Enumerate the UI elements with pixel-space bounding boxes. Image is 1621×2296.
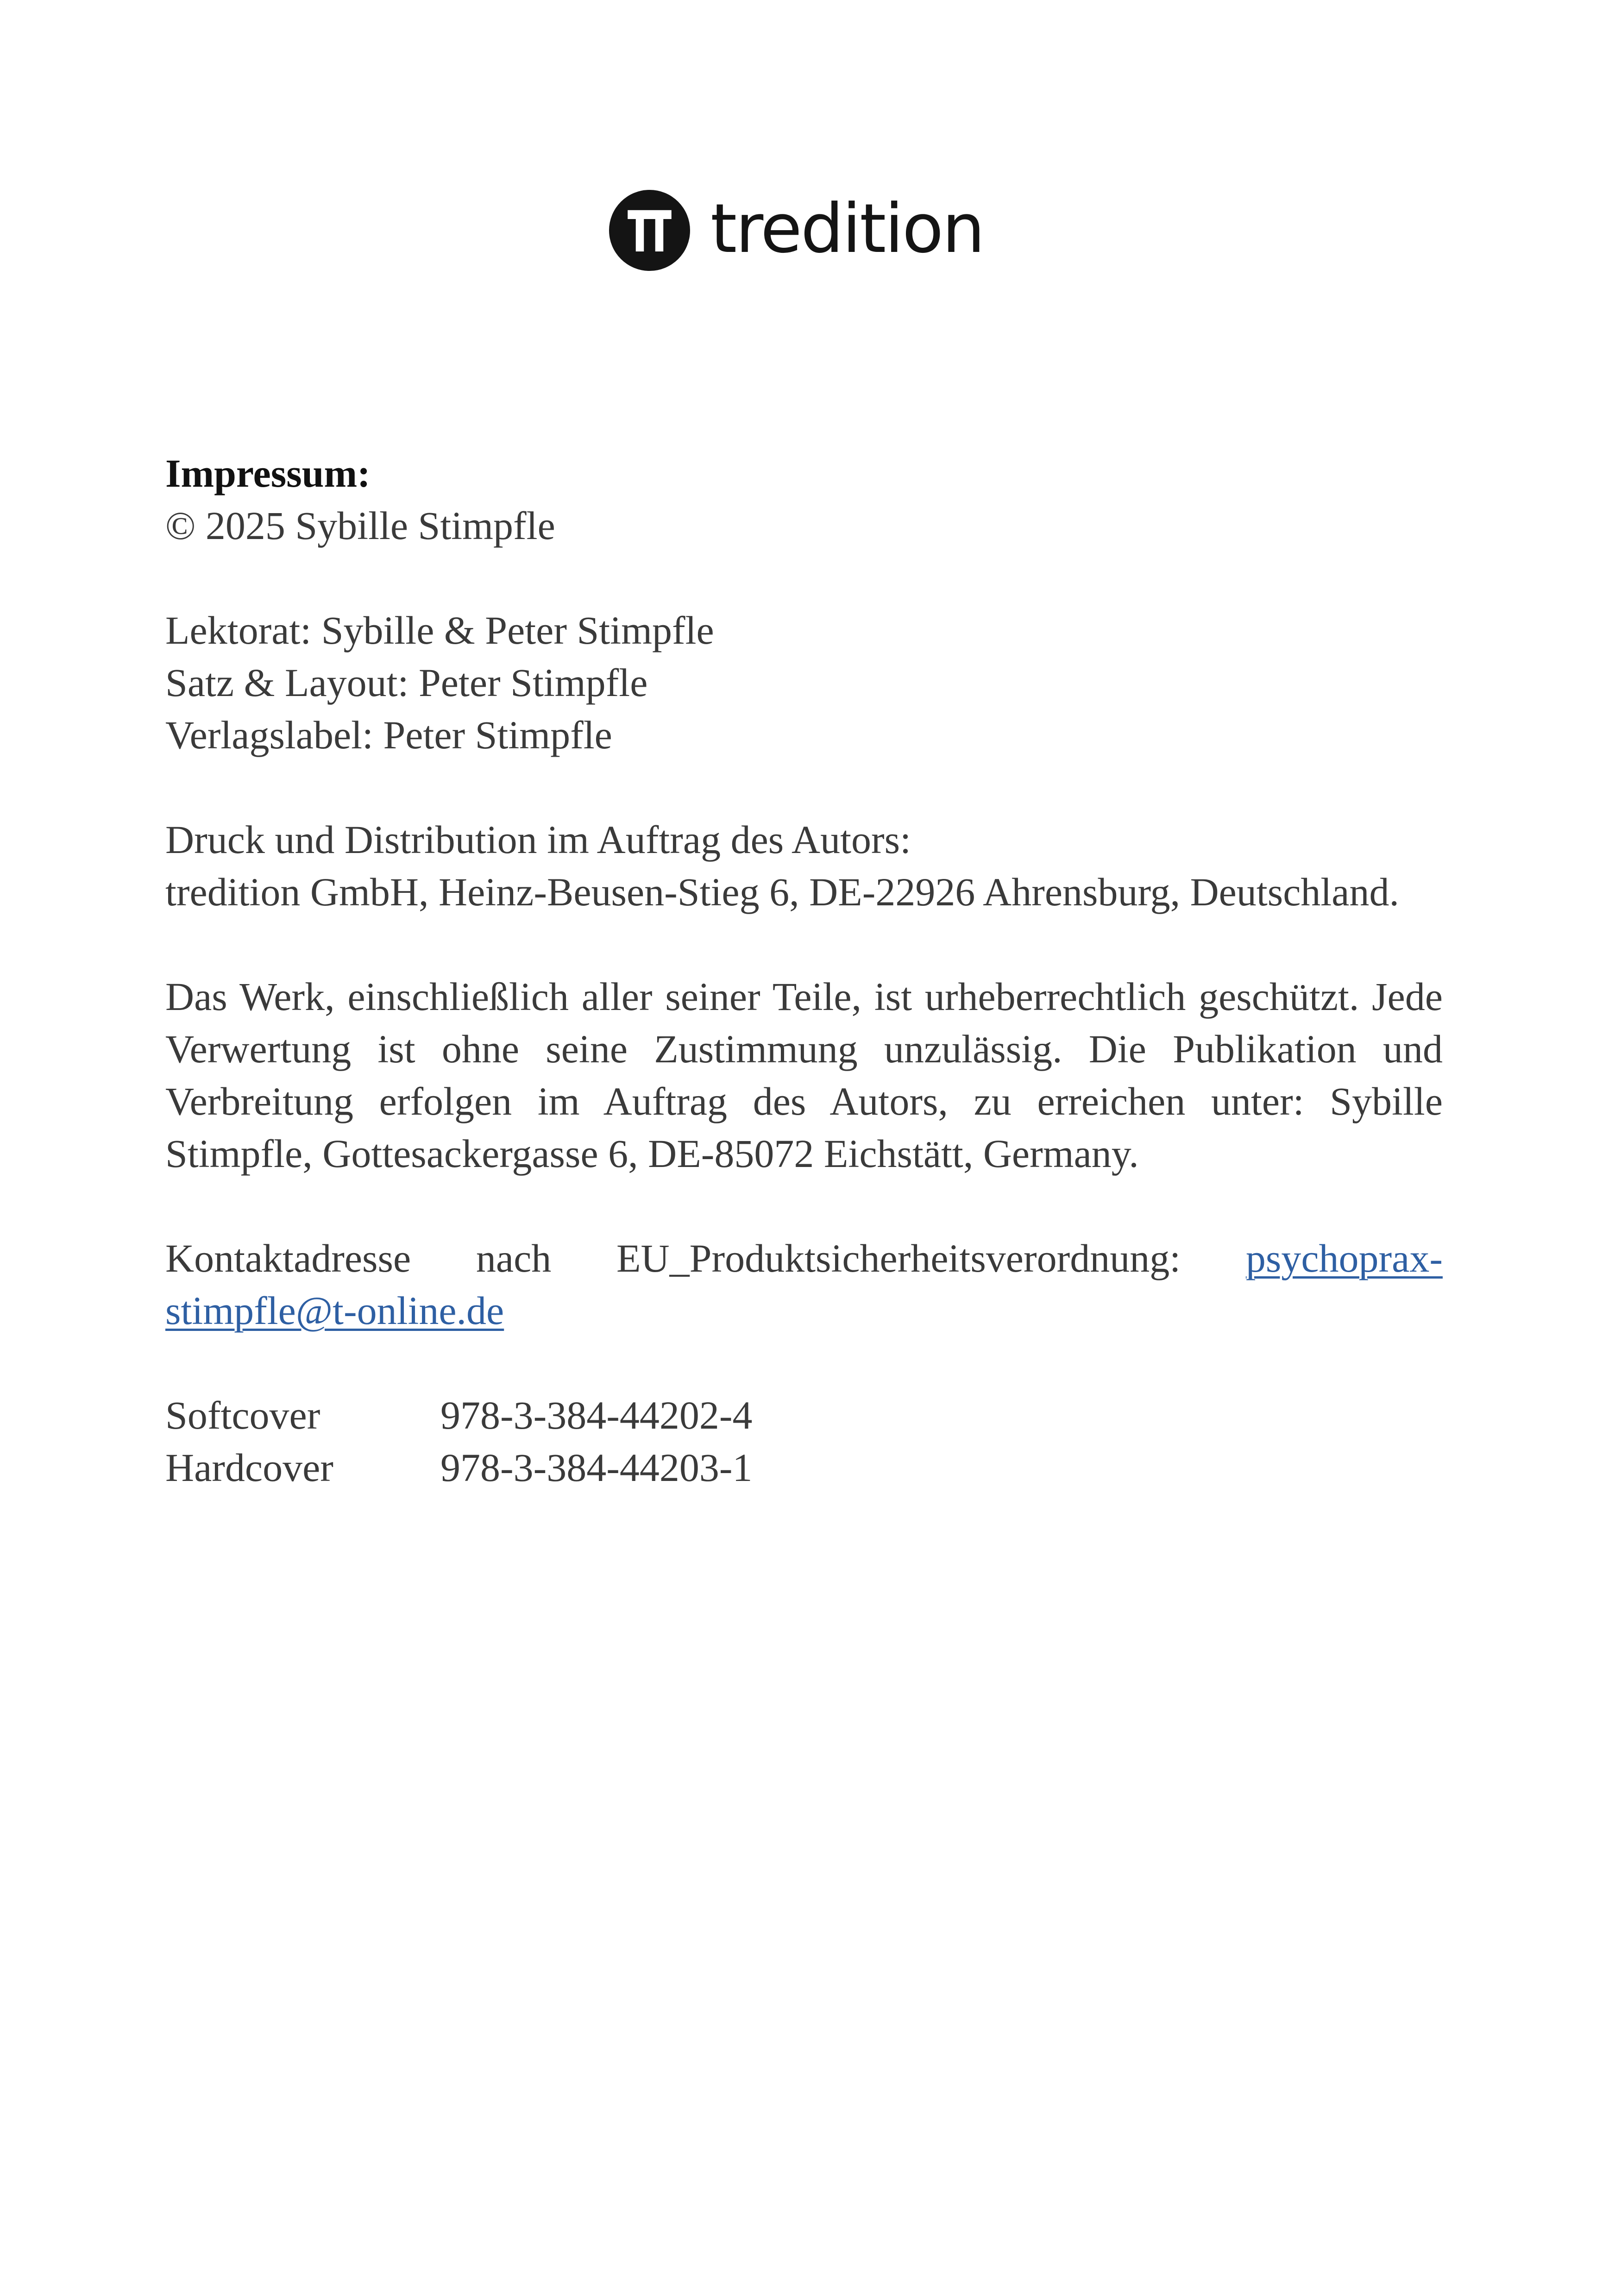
- distribution-intro: Druck und Distribution im Auftrag des Autors:: [165, 817, 911, 862]
- isbn-section: [165, 1389, 1443, 1494]
- distribution-section: [165, 814, 1443, 918]
- contact-section: [165, 1232, 1443, 1337]
- lektorat-line: Lektorat: Sybille & Peter Stimpfle: [165, 608, 714, 652]
- imprint-heading: Impressum:: [165, 451, 371, 496]
- rights-section: [165, 971, 1443, 1180]
- credits-section: [165, 604, 1443, 761]
- isbn-value: 978-3-384-44203-1: [440, 1445, 753, 1490]
- satz-layout-line: Satz & Layout: Peter Stimpfle: [165, 660, 648, 705]
- contact-paragraph: [165, 1232, 1443, 1337]
- distribution-address: tredition GmbH, Heinz-Beusen-Stieg 6, DE-22926 Ahrensburg, Deutschland.: [165, 870, 1399, 914]
- contact-label: Kontaktadresse nach EU_Produktsicherheitsverordnung:: [165, 1236, 1181, 1280]
- tredition-logo: [609, 188, 984, 273]
- isbn-label: Softcover: [165, 1393, 320, 1437]
- tredition-logo-icon: [609, 190, 690, 271]
- isbn-value: 978-3-384-44202-4: [440, 1393, 753, 1437]
- isbn-row-softcover: [165, 1389, 1443, 1442]
- contact-email-link[interactable]: psychoprax-stimpfle@t-online.de: [165, 1236, 1443, 1333]
- isbn-label: Hardcover: [165, 1445, 333, 1490]
- isbn-row-hardcover: [165, 1442, 1443, 1494]
- imprint-page: [165, 447, 1443, 1494]
- verlagslabel-line: Verlagslabel: Peter Stimpfle: [165, 713, 612, 757]
- imprint-section: [165, 447, 1443, 552]
- copyright-line: © 2025 Sybille Stimpfle: [165, 503, 555, 548]
- logo-wordmark: tredition: [710, 189, 984, 268]
- rights-paragraph: Das Werk, einschließlich aller seiner Teile, ist urheberrechtlich geschützt. Jede Verwertung ist ohne seine Zustimmung unzulässig. Die Publikation und Verbreitung erfolgen im Auftrag des Autors, zu erreichen unter: Sybille Stimpfle, Gottesackergasse 6, DE-85072 Eichstätt, Germany.: [165, 974, 1443, 1176]
